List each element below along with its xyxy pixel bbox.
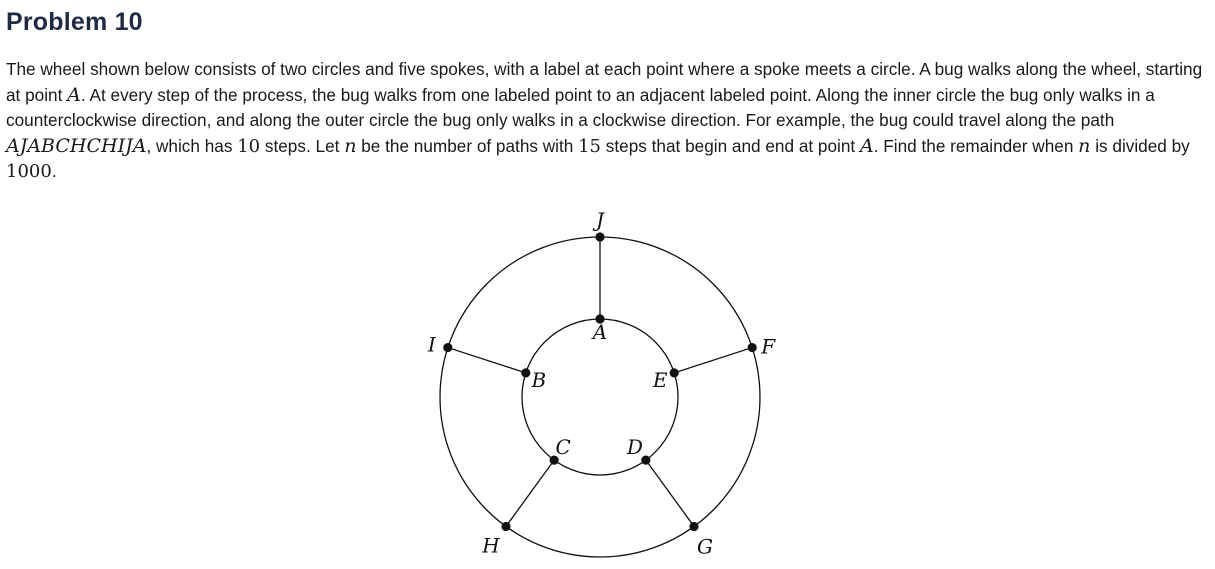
math-variable-n: n: [344, 134, 357, 157]
label-j: J: [595, 208, 605, 232]
label-b: B: [531, 367, 547, 392]
inner-point: [670, 368, 679, 377]
statement-text: , which has: [146, 135, 238, 156]
label-c: C: [555, 435, 571, 460]
math-divisor: 1000: [6, 161, 52, 182]
math-example-path: AJABCHCHIJA: [6, 134, 147, 157]
outer-point: [748, 343, 757, 352]
outer-point: [689, 522, 698, 531]
spoke: [646, 460, 694, 526]
outer-point: [501, 522, 510, 531]
outer-point: [443, 343, 452, 352]
statement-text: be the number of paths with: [356, 135, 579, 156]
label-f: F: [761, 334, 776, 359]
math-point-a: A: [67, 83, 81, 106]
statement-text: steps that begin and end at point: [601, 135, 860, 156]
problem-title: Problem 10: [6, 8, 143, 36]
statement-text: . Find the remainder when: [873, 135, 1079, 156]
spoke: [448, 348, 526, 373]
label-e: E: [652, 367, 668, 392]
inner-point: [521, 368, 530, 377]
math-point-a: A: [859, 134, 874, 157]
statement-text: The wheel shown below consists of two circles and five spokes, with a label at each point where a spoke meets a circle. A bug walks along the wheel, starting at point: [6, 59, 1203, 105]
statement-text: . At every step of the process, the bug walks from one labeled point to an adjacent labeled point. Along the inner circle the bug only walks in a counterclockwise direction, and along the outer circle the bug only walks in a clockwise direction. For example, the bug could travel along the path: [6, 84, 1155, 130]
label-g: G: [697, 534, 714, 559]
statement-text: is divided by: [1090, 135, 1190, 156]
label-h: H: [482, 533, 500, 558]
label-a: A: [592, 320, 608, 344]
statement-text: steps. Let: [260, 135, 345, 156]
label-i: I: [427, 332, 436, 357]
math-step-count: 15: [578, 135, 602, 157]
wheel-diagram: [427, 208, 776, 558]
math-step-count: 10: [237, 135, 261, 157]
outer-point: [595, 232, 604, 241]
spoke: [506, 460, 554, 526]
label-d: D: [626, 435, 643, 460]
statement-text: .: [51, 161, 57, 181]
spoke: [674, 348, 752, 373]
math-variable-n: n: [1078, 134, 1091, 157]
